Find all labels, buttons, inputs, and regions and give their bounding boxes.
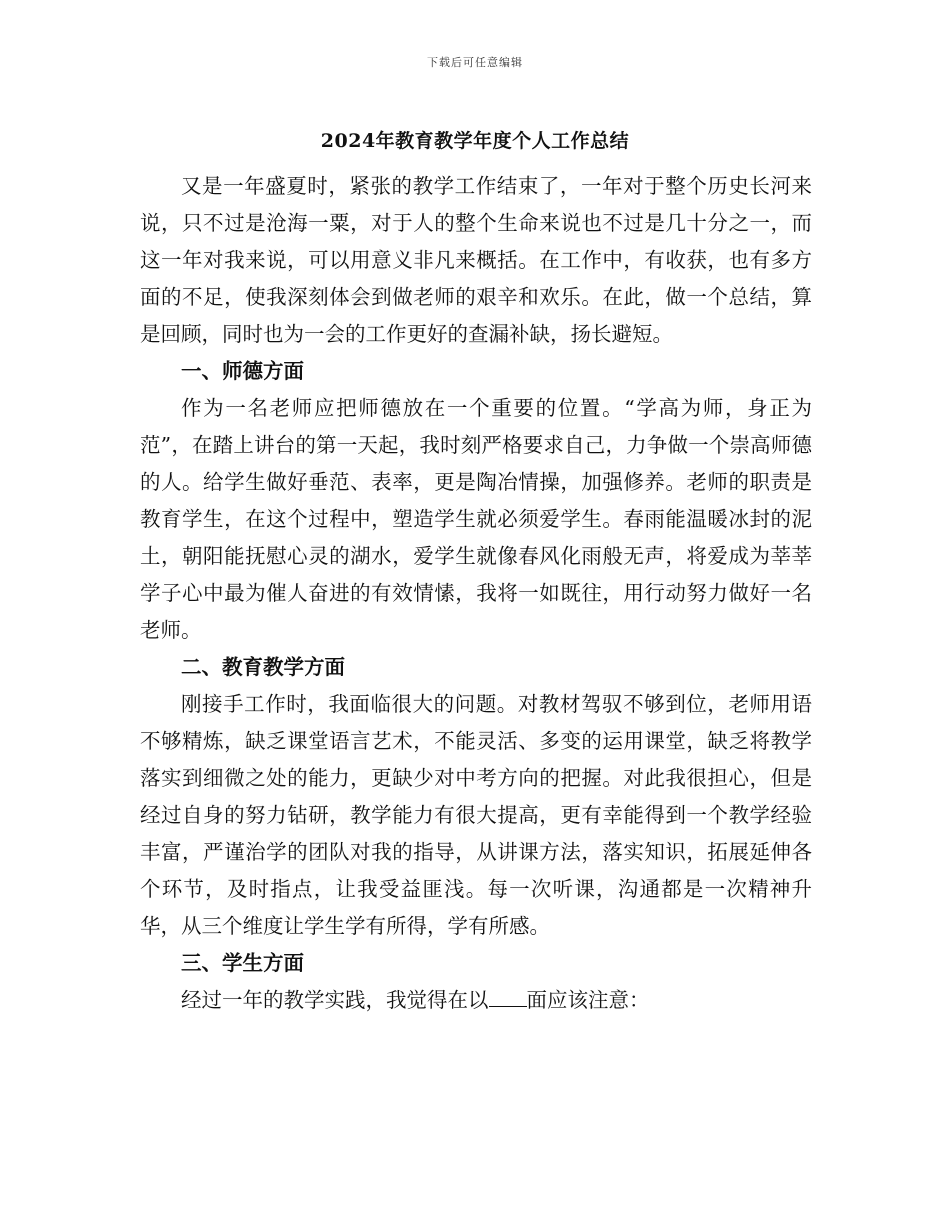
section-heading-ethics: 一、师德方面 (181, 359, 304, 383)
students-text-after-blank: 面应该注意： (526, 988, 650, 1012)
fill-in-blank (489, 988, 527, 1007)
section-paragraph-students (140, 982, 812, 1019)
section-paragraph-teaching: 刚接手工作时，我面临很大的问题。对教材驾驭不够到位，老师用语不够精炼，缺乏课堂语言艺术，不能灵活、多变的运用课堂，缺乏将教学落实到细微之处的能力，更缺少对中考方向的把握。对此我很担心，但是经过自身的努力钻研，教学能力有很大提高，更有幸能得到一个教学经验丰富，严谨治学的团队对我的指导，从讲课方法，落实知识，拓展延伸各个环节，及时指点，让我受益匪浅。每一次听课，沟通都是一次精神升华，从三个维度让学生学有所得，学有所感。 (140, 692, 812, 938)
section-paragraph-ethics: 作为一名老师应把师德放在一个重要的位置。“学高为师，身正为范”，在踏上讲台的第一天起，我时刻严格要求自己，力争做一个崇高师德的人。给学生做好垂范、表率，更是陶冶情操，加强修养。老师的职责是教育学生，在这个过程中，塑造学生就必须爱学生。春雨能温暖冰封的泥土，朝阳能抚慰心灵的湖水，爱学生就像春风化雨般无声，将爱成为莘莘学子心中最为催人奋进的有效情愫，我将一如既往，用行动努力做好一名老师。 (140, 396, 812, 642)
document-title: 2024年教育教学年度个人工作总结 (320, 130, 630, 152)
intro-paragraph: 又是一年盛夏时，紧张的教学工作结束了，一年对于整个历史长河来说，只不过是沧海一粟，对于人的整个生命来说也不过是几十分之一，而这一年对我来说，可以用意义非凡来概括。在工作中，有收获，也有多方面的不足，使我深刻体会到做老师的艰辛和欢乐。在此，做一个总结，算是回顾，同时也为一会的工作更好的查漏补缺，扬长避短。 (140, 174, 812, 346)
section-heading-students: 三、学生方面 (181, 951, 304, 975)
document-body (140, 168, 812, 1019)
section-heading-teaching: 二、教育教学方面 (181, 655, 345, 679)
header-note: 下载后可任意编辑 (427, 56, 523, 69)
students-text-before-blank: 经过一年的教学实践，我觉得在以 (181, 988, 489, 1012)
